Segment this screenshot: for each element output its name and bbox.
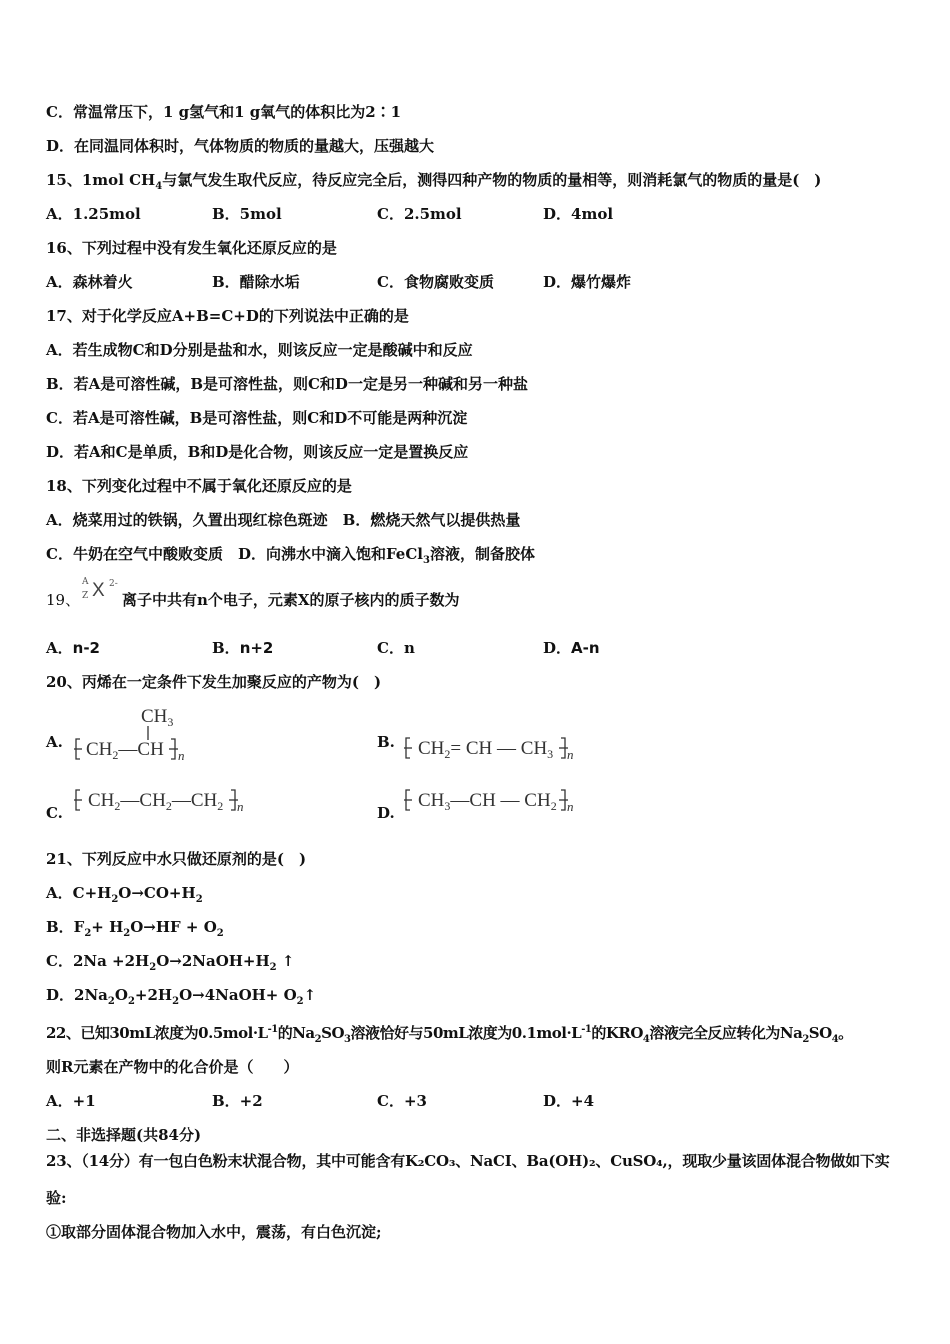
q19-b-value: n+2 [239, 639, 274, 657]
q16-option-a: A．森林着火 [46, 273, 133, 291]
q20-option-c-label: C. [46, 804, 63, 822]
q21-b-part: + H [91, 918, 124, 936]
q20-formula-d [404, 784, 584, 822]
q22-sup: -1 [267, 1024, 278, 1035]
q22-sub: 3 [344, 1034, 351, 1045]
q15-option-b: B．5mol [212, 205, 282, 223]
formula-c-n: n [237, 799, 244, 814]
isotope-charge: 2- [109, 579, 118, 589]
q22-part: 22、已知30mL浓度为0.5mol·L [46, 1024, 268, 1042]
q23-stem-line2: 验: [46, 1189, 67, 1207]
q21-d-sub: 2 [127, 996, 135, 1007]
q23-stem-line1: 23、（14分）有一包白色粉末状混合物，其中可能含有K₂CO₃、NaCI、Ba(OH)₂、CuSO₄,，现取少量该固体混合物做如下实 [46, 1152, 890, 1170]
q21-c-part: C．2Na +2H [46, 952, 150, 970]
q22-sup: -1 [581, 1024, 592, 1035]
q14-option-c: C．常温常压下，1 g氢气和1 g氧气的体积比为2∶1 [46, 103, 402, 121]
q21-a-sub: 2 [111, 894, 119, 905]
q18-cd-sub: 3 [422, 555, 430, 566]
formula-d-main: $CH_3—CH$ — $CH_2$ [418, 790, 557, 813]
q22-sub: 4 [831, 1034, 839, 1045]
q21-d-part: D．2Na [46, 986, 108, 1004]
isotope-notation [82, 577, 122, 607]
isotope-atomic-number: Z [82, 591, 89, 601]
formula-a-svg [74, 700, 204, 768]
q22-part: SO [321, 1024, 345, 1042]
formula-b-n: n [567, 747, 574, 762]
q16-option-c: C．食物腐败变质 [377, 273, 494, 291]
q22-part: 的KRO [591, 1024, 643, 1042]
q19-a-value: n-2 [72, 639, 100, 657]
q20-formula-b [404, 732, 584, 770]
q21-option-b [46, 917, 224, 944]
q18-cd-part: C．牛奶在空气中酸败变质 D．向沸水中滴入饱和FeCl [46, 545, 423, 563]
formula-b-main: $CH_2=$ CH — $CH_3$ [418, 738, 554, 761]
q17-option-b: B．若A是可溶性碱，B是可溶性盐，则C和D一定是另一种碱和另一种盐 [46, 375, 528, 393]
q18-stem: 18、下列变化过程中不属于氧化还原反应的是 [46, 477, 352, 495]
q21-d-sub: 2 [107, 996, 115, 1007]
q22-sub: 4 [642, 1034, 650, 1045]
q22-sub: 2 [802, 1034, 809, 1045]
q15-stem-part: 15、1mol CH [46, 171, 156, 189]
q21-b-sub: 2 [123, 928, 131, 939]
q19-a-label: A． [46, 639, 73, 657]
q21-d-sub: 2 [172, 996, 180, 1007]
q21-b-part: O→HF + O [130, 918, 217, 936]
formula-c-svg [74, 784, 254, 818]
q20-option-b-label: B. [377, 733, 395, 751]
q19-b-label: B． [212, 639, 240, 657]
formula-c-main: $CH_2—CH_2—CH_2$ [88, 790, 224, 813]
q17-option-c: C．若A是可溶性碱，B是可溶性盐，则C和D不可能是两种沉淀 [46, 409, 468, 427]
q19-option-c: C．n [377, 639, 415, 657]
q21-d-sub: 2 [296, 996, 304, 1007]
q22-part: 的Na [277, 1024, 315, 1042]
formula-d-svg [404, 784, 584, 818]
q18-options-cd [46, 544, 535, 571]
q19-d-value: A-n [571, 639, 600, 657]
q21-c-sub: 2 [149, 962, 157, 973]
q22-part: 。 [838, 1024, 853, 1042]
formula-a-main: $CH_2—CH$ [86, 739, 164, 762]
q22-option-b: B．+2 [212, 1092, 263, 1110]
q20-formula-a [74, 700, 204, 772]
q15-stem [46, 170, 821, 197]
formula-b-svg [404, 732, 584, 766]
q15-option-d: D．4mol [543, 205, 614, 223]
q19-option-b [212, 638, 273, 658]
q21-d-part: ↑ [303, 986, 317, 1004]
q16-option-d: D．爆竹爆炸 [543, 273, 632, 291]
q21-option-d [46, 985, 316, 1012]
q19-d-label: D． [543, 639, 572, 657]
q15-option-c: C．2.5mol [377, 205, 462, 223]
q14-option-d: D．在同温同体积时，气体物质的物质的量越大，压强越大 [46, 137, 435, 155]
q21-b-part: B．F [46, 918, 85, 936]
q22-option-a: A．+1 [46, 1092, 96, 1110]
q21-c-part: ↑ [276, 952, 295, 970]
q21-d-part: O [114, 986, 128, 1004]
q19-option-d [543, 638, 600, 658]
q22-option-d: D．+4 [543, 1092, 595, 1110]
q23-step1: ①取部分固体混合物加入水中，震荡，有白色沉淀; [46, 1223, 382, 1241]
q19-option-a [46, 638, 100, 658]
q16-stem: 16、下列过程中没有发生氧化还原反应的是 [46, 239, 337, 257]
q20-stem: 20、丙烯在一定条件下发生加聚反应的产物为( ) [46, 673, 382, 691]
q22-part: 溶液完全反应转化为Na [649, 1024, 803, 1042]
section-heading: 二、非选择题(共84分) [46, 1126, 202, 1144]
formula-d-n: n [567, 799, 574, 814]
q21-option-a [46, 883, 203, 910]
q21-c-sub: 2 [269, 962, 277, 973]
q19-number: 19、 [46, 591, 81, 609]
q22-stem-line1 [46, 1020, 853, 1050]
q15-stem-sub: 4 [155, 181, 163, 192]
q21-stem: 21、下列反应中水只做还原剂的是( ) [46, 850, 307, 868]
q18-cd-part: 溶液，制备胶体 [429, 545, 535, 563]
q21-b-sub: 2 [216, 928, 224, 939]
q21-c-part: O→2NaOH+H [156, 952, 270, 970]
q17-option-d: D．若A和C是单质，B和D是化合物，则该反应一定是置换反应 [46, 443, 469, 461]
q17-option-a: A．若生成物C和D分别是盐和水，则该反应一定是酸碱中和反应 [46, 341, 473, 359]
q18-options-ab: A．烧菜用过的铁锅，久置出现红棕色斑迹 B．燃烧天然气以提供热量 [46, 511, 521, 529]
q20-option-d-label: D. [377, 804, 395, 822]
isotope-symbol: X [92, 580, 105, 601]
q20-formula-c [74, 784, 254, 822]
q15-option-a: A．1.25mol [46, 205, 141, 223]
q22-part: SO [808, 1024, 832, 1042]
q22-sub: 2 [314, 1034, 322, 1045]
q20-option-a-label: A. [46, 733, 63, 751]
q17-stem: 17、对于化学反应A+B=C+D的下列说法中正确的是 [46, 307, 409, 325]
q22-option-c: C．+3 [377, 1092, 427, 1110]
q19-stem: 离子中共有n个电子，元素X的原子核内的质子数为 [122, 591, 460, 609]
q21-d-part: +2H [134, 986, 173, 1004]
isotope-mass-number: A [82, 577, 89, 587]
q21-a-part: A．C+H [46, 884, 112, 902]
q22-part: 溶液恰好与50mL浓度为0.1mol·L [350, 1024, 582, 1042]
q21-b-sub: 2 [84, 928, 92, 939]
q15-stem-part: 与氯气发生取代反应，待反应完全后，测得四种产物的物质的量相等，则消耗氯气的物质的量是( ) [162, 171, 822, 189]
q21-a-sub: 2 [195, 894, 203, 905]
q21-option-c [46, 951, 294, 978]
q21-d-part: O→4NaOH+ O [179, 986, 297, 1004]
formula-a-ch3: $CH_3$ [141, 706, 174, 729]
formula-a-n: n [178, 748, 185, 763]
q16-option-b: B．醋除水垢 [212, 273, 300, 291]
q21-a-part: O→CO+H [118, 884, 196, 902]
q22-stem-line2: 则R元素在产物中的化合价是（ ） [46, 1058, 299, 1076]
